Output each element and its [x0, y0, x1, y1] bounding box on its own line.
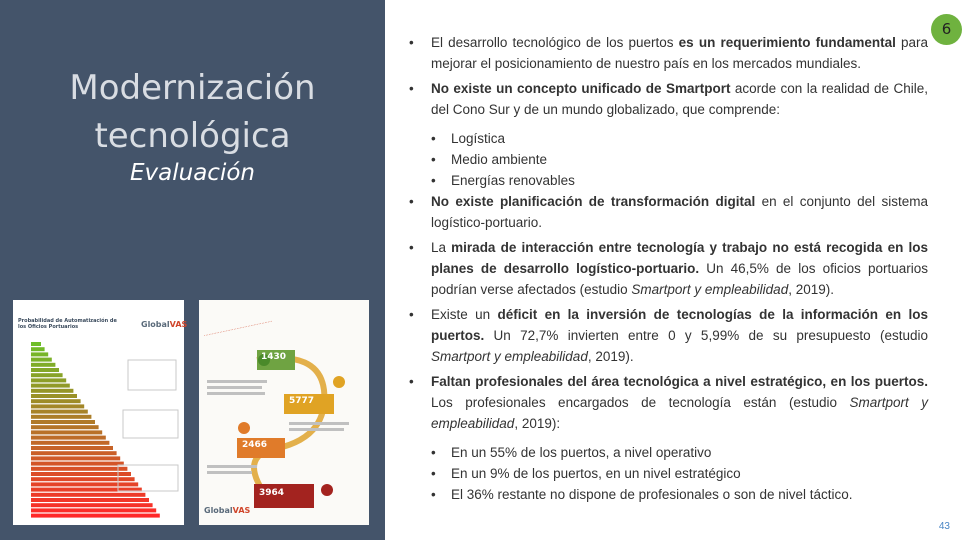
- stat-value: 3964: [259, 488, 285, 498]
- text: Los profesionales encargados de tecnología están (estudio: [431, 395, 850, 410]
- bar: [31, 404, 84, 408]
- text: , 2019).: [788, 282, 834, 297]
- bullet-item: [409, 191, 928, 233]
- bar: [31, 472, 131, 476]
- bullet-item: [409, 304, 928, 367]
- bar: [31, 467, 127, 471]
- bar: [31, 389, 73, 393]
- sub-bullet-item: • Medio ambiente: [409, 149, 928, 170]
- page-number: 43: [938, 521, 950, 532]
- bullet-item: [409, 32, 928, 74]
- text: acorde con la realidad de Chile, del Cono Sur y de un mundo globalizado, que comprende:: [431, 81, 928, 117]
- bullet-list: [409, 32, 928, 505]
- bar: [31, 456, 120, 460]
- italic-text: Smartport y empleabilidad: [431, 349, 588, 364]
- bar: [31, 347, 45, 351]
- bar: [31, 368, 59, 372]
- bar: [31, 508, 156, 512]
- text: Un 72,7% invierten entre 0 y 5,99% de su presupuesto (estudio: [484, 328, 928, 343]
- bullet-item: [409, 237, 928, 300]
- bar: [31, 378, 66, 382]
- bold-text: déficit en la inversión de tecnologías de la información en los puertos.: [431, 307, 928, 343]
- sub-bullet-item: • Energías renovables: [409, 170, 928, 191]
- text: El desarrollo tecnológico de los puertos: [431, 35, 679, 50]
- bar: [31, 451, 117, 455]
- bar: [31, 352, 48, 356]
- bold-text: No existe planificación de transformación digital: [431, 194, 756, 209]
- bar: [31, 342, 41, 346]
- bar: [31, 425, 99, 429]
- infographic-title: Probabilidad de Automatización de los Oficios Portuarios: [18, 318, 117, 330]
- port-jobs-infographic: [199, 300, 369, 525]
- italic-text: Smartport y empleabilidad: [631, 282, 789, 297]
- bar: [31, 482, 138, 486]
- bar: [31, 430, 102, 434]
- bold-text: mirada de interacción entre tecnología y trabajo no está recogida en los planes de desarrollo logístico-portuario.: [431, 240, 928, 276]
- automation-probability-infographic: [13, 300, 188, 525]
- automation-bars: [13, 300, 184, 525]
- slide-subtitle: Evaluación: [130, 160, 255, 186]
- bar: [31, 514, 160, 518]
- bar: [31, 477, 135, 481]
- stat-value: 2466: [242, 440, 268, 450]
- text: Un 46,5% de los oficios portuarios podrían verse afectados (estudio: [431, 261, 928, 297]
- bar: [31, 410, 88, 414]
- bar: [31, 498, 149, 502]
- text: Existe un: [431, 307, 498, 322]
- bar: [31, 493, 145, 497]
- bar: [31, 462, 124, 466]
- logo-suffix: VAS: [169, 320, 188, 329]
- text: , 2019):: [514, 416, 561, 431]
- bar: [31, 358, 52, 362]
- stat-value: 5777: [289, 396, 315, 406]
- globalvas-logo: [204, 506, 250, 515]
- italic-text: Smartport y empleabilidad: [431, 395, 928, 431]
- text: , 2019).: [587, 349, 634, 364]
- stat-value: 1430: [261, 352, 287, 362]
- sub-bullet-item: • Logística: [409, 128, 928, 149]
- text: para mejorar el posicionamiento de nuestro país en los mercados mundiales.: [431, 35, 928, 71]
- logo-suffix: VAS: [232, 506, 251, 515]
- text: La: [431, 240, 452, 255]
- logo-prefix: Global: [204, 506, 233, 515]
- slide-title: Modernización tecnológica: [69, 68, 316, 156]
- sub-bullet-item: • En un 55% de los puertos, a nivel operativo: [409, 442, 928, 463]
- bullet-item: [409, 371, 928, 434]
- svg-text:..............................: ............................................: [203, 317, 273, 338]
- logo-prefix: Global: [141, 320, 170, 329]
- bold-text: Faltan profesionales del área tecnológica a nivel estratégico, en los puertos.: [431, 374, 928, 389]
- bar: [31, 415, 91, 419]
- sub-bullet-item: • El 36% restante no dispone de profesionales o son de nivel táctico.: [409, 484, 928, 505]
- bar: [31, 384, 70, 388]
- bar: [31, 420, 95, 424]
- bar: [31, 441, 109, 445]
- bullet-item: [409, 78, 928, 120]
- bar: [31, 394, 77, 398]
- bold-text: No existe un concepto unificado de Smartport: [431, 81, 731, 96]
- bar: [31, 373, 63, 377]
- slide-badge: 6: [931, 14, 962, 45]
- sub-bullet-item: • En un 9% de los puertos, en un nivel estratégico: [409, 463, 928, 484]
- bold-text: es un requerimiento fundamental: [678, 35, 896, 50]
- bar: [31, 503, 153, 507]
- left-panel: [0, 0, 385, 540]
- bar: [31, 436, 106, 440]
- bar: [31, 399, 81, 403]
- bar: [31, 446, 113, 450]
- bar: [31, 363, 55, 367]
- text: en el conjunto del sistema logístico-portuario.: [431, 194, 928, 230]
